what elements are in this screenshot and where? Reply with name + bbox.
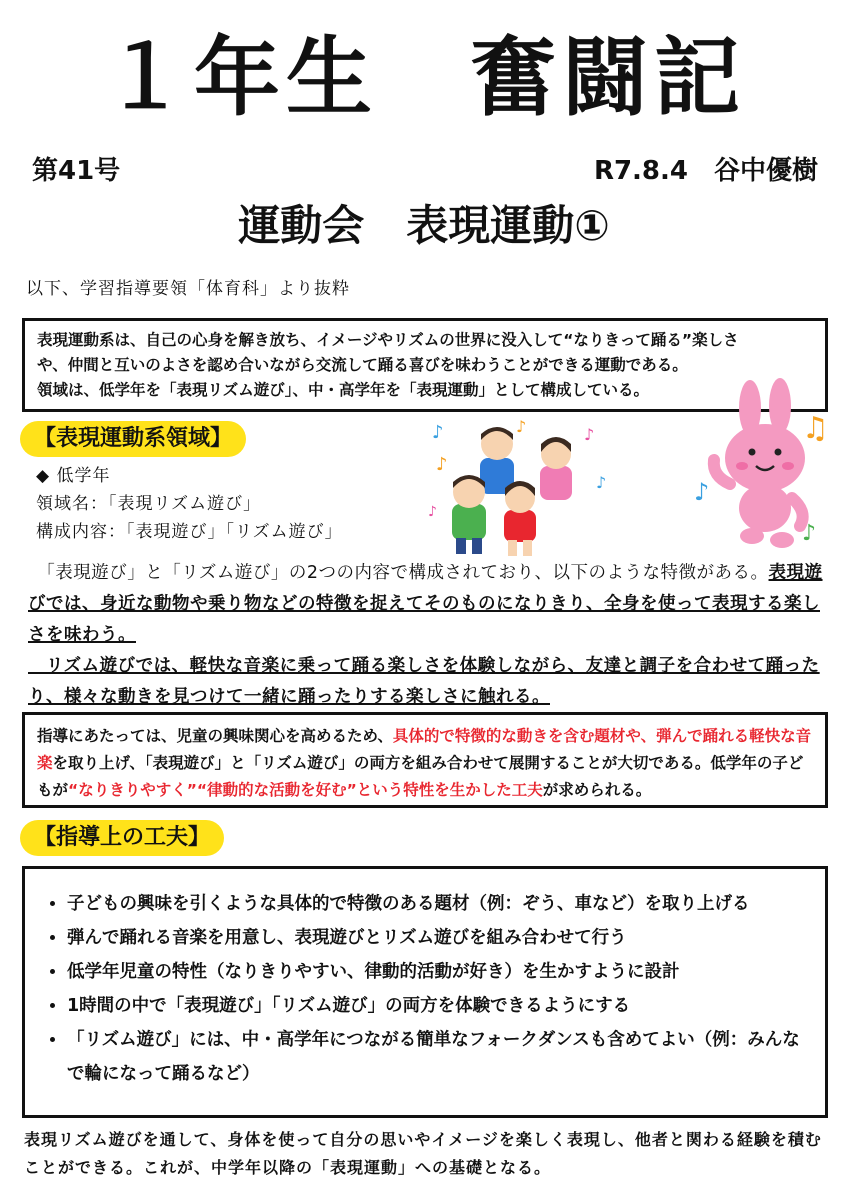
issue-number: 第41号 — [32, 156, 121, 186]
date-author: R7.8.4 谷中優樹 — [593, 156, 818, 186]
closing-statement: 表現リズム遊びを通して、身体を使って自分の思いやイメージを楽しく表現し、他者と関わる経験を積むことができる。これが、中学年以降の「表現運動」への基礎となる。 — [24, 1130, 822, 1177]
domain-name: 領域名：「表現リズム遊び」 — [36, 494, 262, 514]
paragraph-text: 「表現遊び」と「リズム遊び」の2つの内容で構成されており、以下のような特徴が — [28, 563, 715, 583]
tips-list — [39, 887, 811, 1091]
underlined-text: リズム遊びでは、軽快な音楽に乗って踊る楽しさを体験しながら、友達と調子を合わせて踊ったり、様々な動きを見つけて一緒に踊ったりする楽しさに触れる。 — [28, 656, 820, 707]
svg-text:♪: ♪ — [596, 473, 607, 492]
guidance-highlight: 具体的で特徴的な動きを含む題材や、弾んで踊れる軽快な音楽 — [37, 727, 812, 772]
list-item: • 低学年児童の特性（なりきりやすい、律動的活動が好き）を生かすように設計 — [67, 955, 811, 989]
underlined-text: 表現遊びでは、身近な動物や乗り物などの特徴を捉えてそのものになりきり、全身を使って表現する楽しさを味わう。 — [28, 563, 823, 645]
section-heading-tips: 【指導上の工夫】 — [20, 820, 224, 856]
dancing-rabbit-illustration — [690, 380, 835, 550]
features-paragraph — [28, 558, 824, 713]
guidance-text: が求められる。 — [542, 781, 652, 799]
domain-contents: 構成内容：「表現遊び」「リズム遊び」 — [36, 522, 343, 542]
svg-text:♪: ♪ — [584, 425, 595, 444]
list-item: • 「リズム遊び」には、中・高学年につながる簡単なフォークダンスも含めてよい（例：みんなで輪になって踊るなど） — [67, 1023, 811, 1091]
list-item: • 1時間の中で「表現遊び」「リズム遊び」の両方を体験できるようにする — [67, 989, 811, 1023]
svg-text:♪: ♪ — [694, 478, 710, 506]
svg-text:♪: ♪ — [432, 422, 444, 443]
definition-line: 表現運動系は、自己の心身を解き放ち、イメージやリズムの世界に没入して“なりきって踊る”楽しさ — [37, 331, 739, 349]
definition-line: や、仲間と互いのよさを認め合いながら交流して踊る喜びを味わうことができる運動である。 — [37, 356, 688, 374]
guidance-box — [22, 712, 828, 808]
svg-text:♪: ♪ — [516, 417, 527, 436]
domain-info — [36, 462, 343, 546]
list-item: • 子どもの興味を引くような具体的で特徴のある題材（例：ぞう、車など）を取り上げる — [67, 887, 811, 921]
tips-box — [22, 866, 828, 1118]
svg-text:♫: ♫ — [802, 411, 829, 446]
grade-marker: ◆ 低学年 — [36, 466, 111, 486]
guidance-highlight: “なりきりやすく”“律動的な活動を好む”という特性を生かした工夫 — [68, 781, 543, 799]
svg-text:♪: ♪ — [428, 504, 437, 520]
paragraph-text: ある。 — [714, 563, 769, 583]
guidance-text: を取り上げ、「表現遊び」と「リズム遊び」の両方を組み合わせて展開することが大切である。低学年の子どもが — [37, 754, 804, 799]
svg-text:♪: ♪ — [436, 454, 448, 475]
definition-line: 領域は、低学年を「表現リズム遊び」、中・高学年を「表現運動」として構成している。 — [37, 381, 649, 399]
section-heading-domain: 【表現運動系領域】 — [20, 421, 246, 457]
guidance-text: 指導にあたっては、児童の興味関心を高めるため、 — [37, 727, 393, 745]
list-item: • 弾んで踊れる音楽を用意し、表現遊びとリズム遊びを組み合わせて行う — [67, 921, 811, 955]
newsletter-title: １年生 奮闘記 — [102, 28, 746, 128]
source-note: 以下、学習指導要領「体育科」より抜粋 — [26, 279, 350, 299]
svg-text:♪: ♪ — [802, 521, 817, 546]
dancing-children-illustration — [424, 418, 614, 558]
article-subtitle: 運動会 表現運動① — [238, 201, 610, 250]
